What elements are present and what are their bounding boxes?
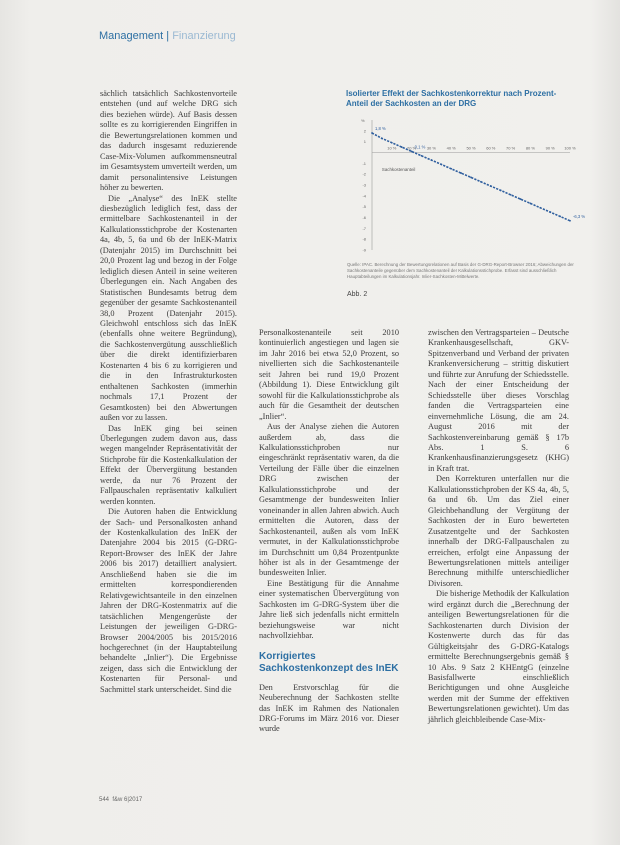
paragraph: Aus der Analyse ziehen die Autoren außerdem ab, dass die Kalkulationsstichproben nur eingeschränkt repräsentativ waren, da die Verteilung der Fälle über die einzelnen DRG zwischen der Kalkulationsstichprobe und der Gesamtmenge der bundesweiten Inlier voneinander in allen Jahren abwich. Auch ermittelten die Autoren, dass der Sachkostenanteil, außen als vom InEK vermutet, in der Kalkulationsstichprobe im Durchschnitt um 0,84 Prozentpunkte höher ist als in der Gesamtmenge der bundesweiten Inlier.: [259, 422, 399, 578]
data-point: [440, 164, 442, 166]
paragraph: Das InEK ging bei seinen Überlegungen zudem davon aus, dass wegen mangelnder Repräsentativität der Stichprobe für die Kostenkalkulation der Effekt der Übervergütung bestanden werde, da nur 76 Prozent der Fallpauschalen repräsentativ kalkuliert werden konnten.: [100, 423, 237, 506]
paragraph: Die Autoren haben die Entwicklung der Sach- und Personalkosten anhand der Kostenkalkulation des InEK der Datenjahre 2004 bis 2015 (G-DRG-Report-Browser des InEK der Jahre 2006 bis 2017) detailliert analysiert. Anschließend haben sie die im ermittelten korrespondierenden Relativgewichtsanteile in den einzelnen Jahren der DRG-Kostenmatrix auf die tatsächlichen Mengengerüste der Leistungen der jeweiligen G-DRG-Browser 2004/2005 bis 2015/2016 hochgerechnet (in der Hauptabteilung behandelte „Inlier“). Die Ergebnisse zeigen, dass sich die Entwicklung der Kostenarten für Personal- und Sachmittel stark unterscheidet. Sind die: [100, 507, 237, 694]
y-axis-unit-label: %: [361, 118, 365, 123]
paragraph: sächlich tatsächlich Sachkostenvorteile entstehen (und auf welche DRG sich dies beziehen würde). Auf Basis dessen sollte es zu korrigierenden Eingriffen in die Bewertungsrelationen kommen und das dadurch insgesamt reduzierende Case-Mix-Volumen aufkommensneutral im Gesamtsystem umverteilt werden, um damit personalintensive Leistungen höher zu bewerten.: [100, 89, 237, 193]
y-tick-label: -1: [362, 160, 366, 166]
data-point: [411, 151, 413, 153]
x-tick-label: 70 %: [506, 145, 516, 151]
header-separator: |: [163, 30, 173, 42]
paragraph: zwischen den Vertragsparteien – Deutsche Krankenhausgesellschaft, GKV-Spitzenverband und Verband der privaten Krankenversicherung – strittig diskutiert und führte zur Anrufung der Schiedsstelle. Nach der einer Entscheidung der Schiedsstelle über dieses Vorschlag fanden die Vertragsparteien eine einvernehmliche Lösung, die am 24. August 2016 mit der Sachkostenvereinbarung gemäß § 17b Abs. 1 S. 6 Krankenhausfinanzierungsgesetz (KHG) in Kraft trat.: [428, 328, 570, 473]
data-point: [490, 185, 492, 187]
line-chart: [338, 112, 586, 260]
figure-label: Abb. 2: [347, 291, 368, 298]
data-point: [480, 181, 482, 183]
x-tick-label: 90 %: [545, 145, 555, 151]
paragraph: Personalkostenanteile seit 2010 kontinuierlich angestiegen und lagen sie im Jahr 2016 bei etwa 52,0 Prozent, so nivellierten sich die Sachkostenanteile seit Jahren bei rund 19,0 Prozent (Abbildung 1). Diese Entwicklung gilt sowohl für die Kalkulationsstichprobe als auch für die Gesamtheit der deutschen „Inlier“.: [259, 328, 399, 421]
y-tick-label: -6: [362, 215, 366, 220]
page-header: [99, 30, 236, 42]
y-tick-label: 1: [363, 139, 366, 145]
data-label: -6,3 %: [573, 213, 586, 219]
data-point: [510, 194, 512, 196]
x-tick-label: 30 %: [426, 145, 436, 151]
y-tick-label: -4: [362, 193, 366, 199]
paragraph: Eine Bestätigung für die Annahme einer systematischen Übervergütung von Sachkosten im G-DRG-System über die Jahre ließ sich jedenfalls nicht ermitteln beziehungsweise war nicht nachvollziehbar.: [259, 578, 399, 641]
paragraph: Den Korrekturen unterfallen nur die Kalkulationsstichproben der KS 4a, 4b, 5, 6a und 6b. Um das Ziel einer Gleichbehandlung der Vergütung der Sachkosten der in Euro bewerteten Zusatzentgelte und der Sachkosten innerhalb der DRG-Fallpauschalen zu erreichen, erfolgt eine Anpassung der Bewertungsrelationen mittels anteiliger Berechnung mithilfe unterschiedlicher Divisoren.: [428, 474, 569, 588]
y-tick-label: -2: [362, 171, 366, 177]
data-point: [381, 138, 383, 140]
y-tick-label: 2: [363, 128, 366, 134]
data-point: [450, 168, 452, 170]
data-point: [470, 177, 472, 179]
data-point: [421, 155, 423, 157]
text-column-2: [259, 328, 399, 735]
data-point: [401, 146, 403, 148]
paragraph: Den Erstvorschlag für die Neuberechnung der Sachkosten stellte das InEK im Rahmen des Nationalen DRG-Forums im März 2016 vor. Dieser wurde: [259, 682, 399, 734]
page-number: 544: [99, 797, 110, 803]
x-tick-label: 60 %: [486, 145, 496, 151]
data-point: [569, 220, 571, 222]
text-column-3: [428, 328, 569, 725]
issue-label: f&w 6|2017: [112, 797, 143, 803]
y-tick-label: -3: [362, 182, 366, 188]
header-subsection: Finanzierung: [172, 30, 236, 42]
x-axis-title: Sachkostenanteil: [381, 166, 416, 172]
paragraph: Die bisherige Methodik der Kalkulation wird ergänzt durch die „Berechnung der anteiligen Bewertungsrelationen für die Sachkostenarten durch Division der Kostenwerte durch das für das Gültigkeitsjahr des G-DRG-Katalogs ermittelte Berechnungsergebnis gemäß § 10 Abs. 9 Satz 2 KHEntgG (einzelne Basisfallwerte einschließlich Berichtigungen und ohne Ausgleiche werden mit der Summe der effektiven Bewertungsrelationen gewichtet). Um das jährlich gleichbleibende Case-Mix-: [428, 589, 569, 724]
y-tick-label: -5: [362, 204, 366, 210]
data-point: [530, 203, 532, 205]
data-point: [549, 211, 551, 213]
data-point: [520, 198, 522, 200]
y-tick-label: -7: [362, 225, 366, 231]
data-point: [500, 190, 502, 192]
paragraph: Die „Analyse“ des InEK stellte diesbezüglich lediglich fest, dass der ermittelbare Sachkostenanteil in der Kalkulationsstichprobe der Kostenarten 4a, 4b, 5, 6a und 6b der InEK-Matrix (Datenjahr 2015) im Durchschnitt bei 20,0 Prozent lag und bezog in der Folge lediglich diesen Anteil in seine weiteren Überlegungen ein. Nach Angaben des Statistischen Bundesamts betrug dem gegenüber der gesamte Sachkostenanteil 38,0 Prozent (Datenjahr 2015). Gleichwohl entschloss sich das InEK (ebenfalls ohne weitere Begründung), die Sachkostenvergütung ausschließlich über die direkt identifizierbaren Kostenarten 4 bis 6 zu korrigieren und die in den Infrastrukturkosten enthaltenen Sachkosten (immerhin nochmals 17,1 Prozent der Gesamtkosten) bei den Abwertungen außen vor zu lassen.: [100, 193, 237, 423]
chart-caption: Quelle: IPAC. Berechnung der Bewertungsrelationen auf Basis der G-DRG-Report-Browser 2016; Abweichungen der Sachkostenanteile gegenüber dem Sachkostenanteil der Kalkulationsstichprobe. Erfasst sind ausschließlich Hauptabteilungen im Kalkulationsjahr. Inlier-Sachkosten-Mittelwerte.: [347, 262, 574, 279]
y-tick-label: -9: [362, 247, 366, 253]
data-point: [539, 207, 541, 209]
data-point: [371, 132, 373, 134]
y-tick-label: -8: [362, 236, 366, 242]
x-tick-label: 80 %: [525, 145, 535, 151]
data-point: [431, 159, 433, 161]
data-point: [559, 216, 561, 218]
data-label: 1,8 %: [375, 126, 386, 131]
x-tick-label: 40 %: [446, 145, 456, 151]
data-label: 0,1 %: [414, 144, 426, 150]
x-tick-label: 50 %: [466, 145, 476, 151]
chart-title: Isolierter Effekt der Sachkostenkorrektur nach Prozent-Anteil der Sachkosten an der DRG: [346, 89, 557, 108]
x-tick-label: 100 %: [564, 145, 576, 151]
page-footer: [99, 797, 142, 803]
x-tick-label: 10 %: [387, 145, 397, 151]
data-point: [460, 172, 462, 174]
data-point: [391, 142, 393, 144]
text-column-1: [100, 89, 237, 695]
header-section: Management: [99, 30, 164, 42]
section-heading: Korrigiertes Sachkostenkonzept des InEK: [259, 650, 399, 675]
x-tick-label: 20 %: [407, 145, 417, 151]
